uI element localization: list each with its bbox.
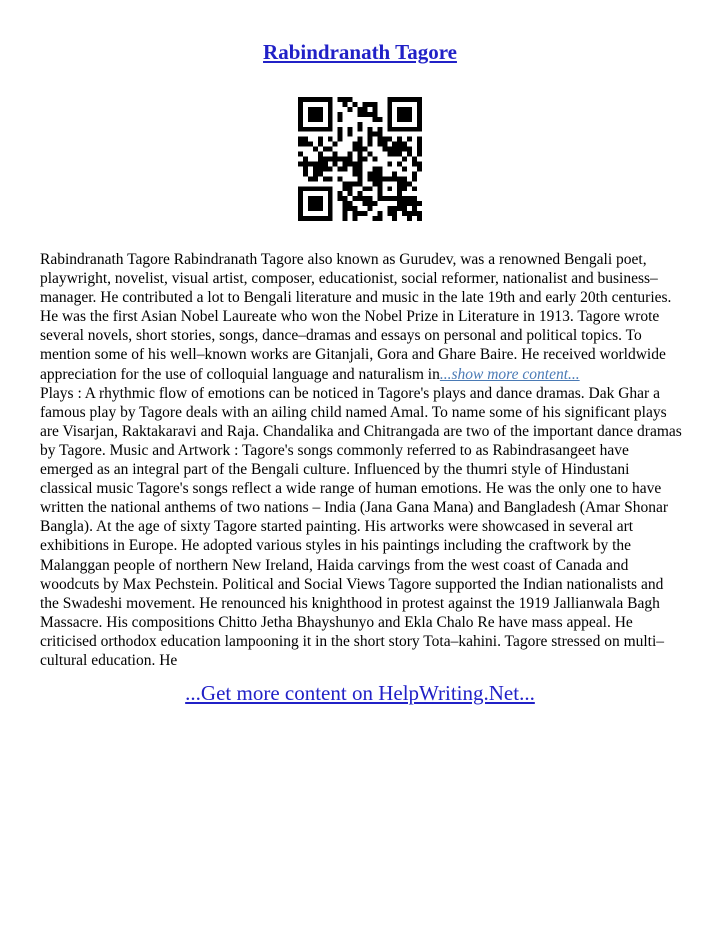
get-more-content-link[interactable]: ...Get more content on HelpWriting.Net... (185, 681, 535, 705)
article-body (40, 250, 685, 670)
article-text: Rabindranath Tagore Rabindranath Tagore also known as Gurudev, was a renowned Bengali poet, playwright, novelist, visual artist, composer, educationist, social reformer, nationalist and business–manager. He contributed a lot to Bengali literature and music in the late 19th and early 20th centuries. He was the first Asian Nobel Laureate who won the Nobel Prize in Literature in 1913. Tagore wrote several novels, short stories, songs, dance–dramas and essays on personal and political topics. To mention some of his well–known works are Gitanjali, Gora and Ghare Baire. He received worldwide appreciation for the use of colloquial language and naturalism in (40, 251, 672, 383)
document-title (0, 40, 720, 64)
article-text-continued: Plays : A rhythmic flow of emotions can be noticed in Tagore's plays and dance dramas. Dak Ghar a famous play by Tagore deals with an ailing child named Amal. To name some of his significant plays are Visarjan, Raktakaravi and Raja. Chandalika and Chitrangada are two of the important dance dramas by Tagore. Music and Artwork : Tagore's songs commonly referred to as Rabindrasangeet have emerged as an integral part of the Bengali culture. Influenced by the thumri style of Hindustani classical music Tagore's songs reflect a wide range of human emotions. He was the only one to have written the national anthems of two nations – India (Jana Gana Mana) and Bangladesh (Amar Shonar Bangla). At the age of sixty Tagore started painting. His artworks were showcased in several art exhibitions in Europe. He adopted various styles in his paintings including the craftwork by the Malanggan people of northern New Ireland, Haida carvings from the west coast of Canada and woodcuts by Max Pechstein. Political and Social Views Tagore supported the Indian nationalists and the Swadeshi movement. He renounced his knighthood in protest against the 1919 Jallianwala Bagh Massacre. His compositions Chitto Jetha Bhayshunyo and Ekla Chalo Re have mass appeal. He criticised orthodox education lampooning it in the short story Tota–kahini. Tagore stressed on multi–cultural education. He (40, 384, 682, 669)
footer (0, 680, 720, 706)
title-link[interactable]: Rabindranath Tagore (263, 40, 457, 64)
qr-code-icon (298, 97, 422, 221)
show-more-link[interactable]: ...show more content... (439, 365, 580, 383)
